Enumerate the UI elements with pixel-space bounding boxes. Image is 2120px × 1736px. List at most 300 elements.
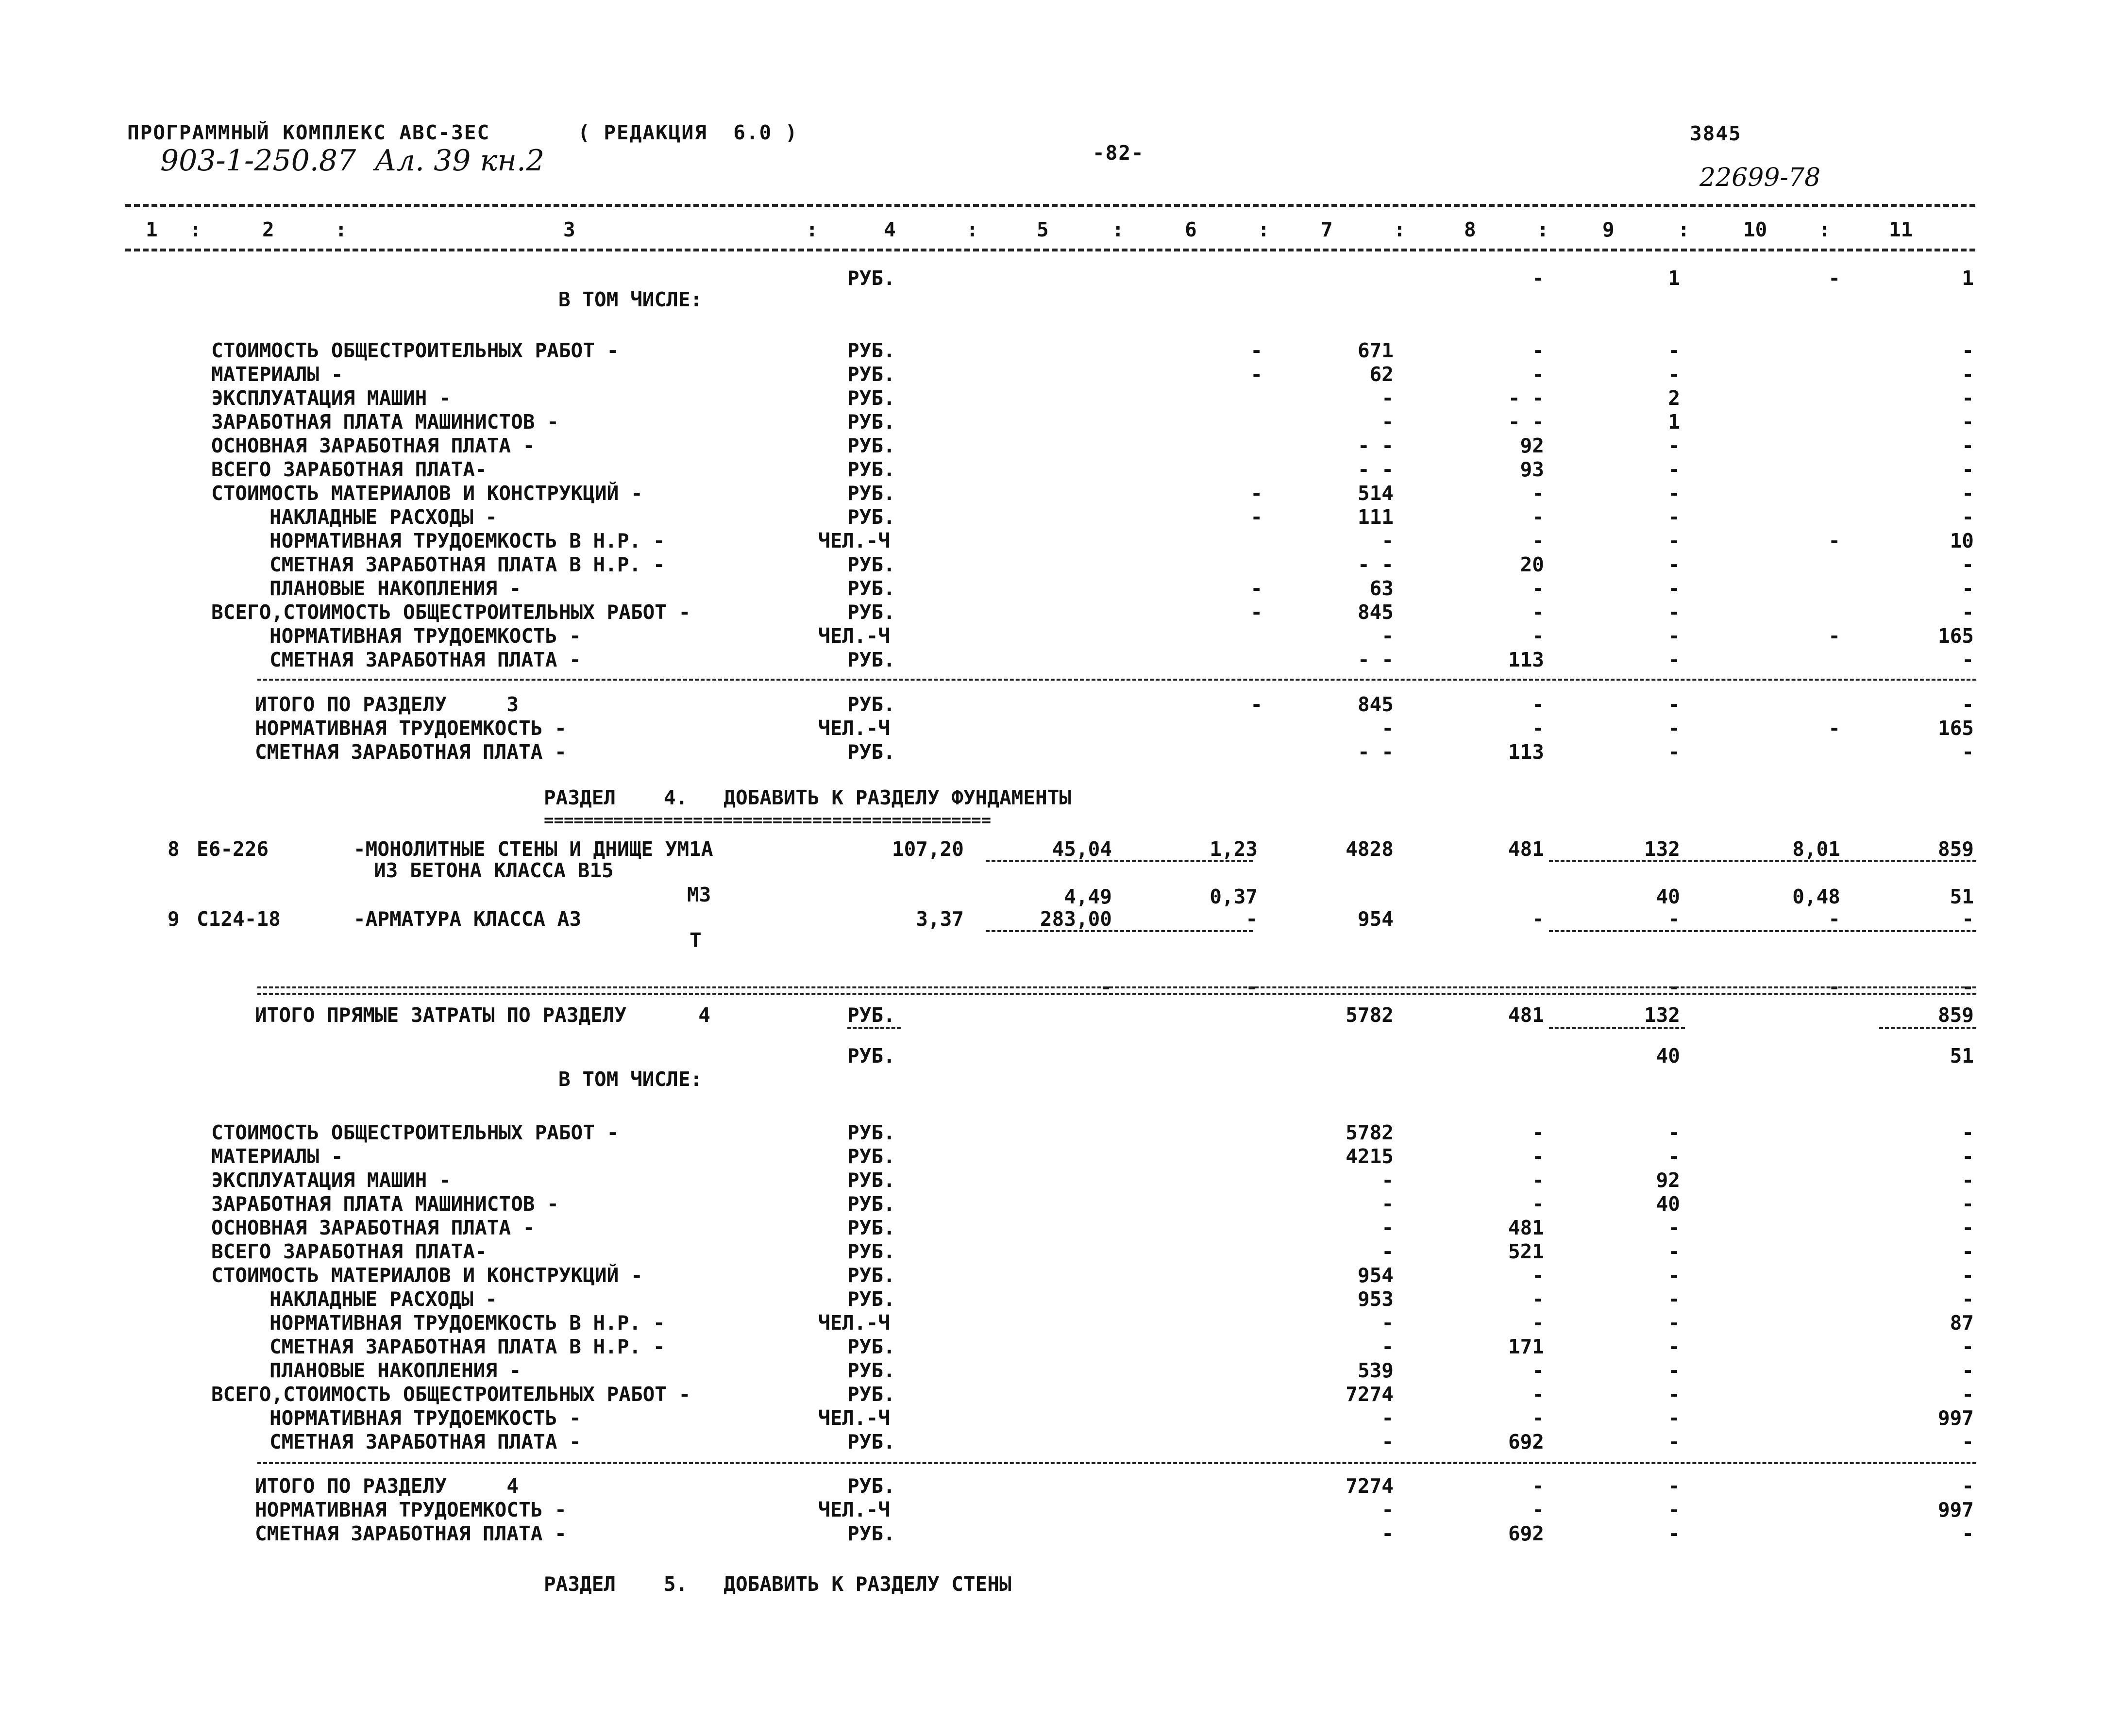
col11-value: - — [1962, 1145, 1974, 1168]
col10-value: - — [1828, 624, 1840, 648]
row-label: ЗАРАБОТНАЯ ПЛАТА МАШИНИСТОВ - — [211, 410, 559, 434]
row-label: ОСНОВНАЯ ЗАРАБОТНАЯ ПЛАТА - — [211, 434, 535, 457]
col11-value: 997 — [1937, 1406, 1974, 1430]
col11-value: - — [1962, 386, 1974, 410]
col7-value: 954 — [1357, 1264, 1394, 1287]
col9-value: - — [1668, 1311, 1680, 1335]
col7-value: 5782 — [1346, 1121, 1394, 1144]
col7-value: - — [1381, 386, 1394, 410]
row-label: ВСЕГО ЗАРАБОТНАЯ ПЛАТА- — [211, 1240, 487, 1263]
col9-value: - — [1668, 1406, 1680, 1430]
col9-value: - — [1668, 577, 1680, 600]
direct-costs-label: ИТОГО ПРЯМЫЕ ЗАТРАТЫ ПО РАЗДЕЛУ 4 — [255, 1003, 710, 1027]
col8-value: - — [1532, 1406, 1544, 1430]
col11-value: - — [1962, 740, 1974, 764]
col6-value: - — [1250, 505, 1262, 529]
col7-value: - — [1381, 1522, 1394, 1545]
row-unit: РУБ. — [847, 434, 895, 457]
col7-value: 514 — [1357, 482, 1394, 505]
col7-value: 4828 — [1346, 837, 1394, 861]
col9-value: - — [1668, 1216, 1680, 1239]
row-unit: ЧЕЛ.-Ч — [818, 717, 891, 740]
col11-value: - — [1962, 410, 1974, 434]
col4-value: 107,20 — [892, 837, 964, 861]
col9-value: - — [1668, 1430, 1680, 1453]
col11-value: 997 — [1937, 1498, 1974, 1521]
page-number: -82- — [1093, 141, 1144, 165]
item-name: -АРМАТУРА КЛАССА А3 — [353, 907, 581, 931]
handwritten-project-number: 903-1-250.87 Ал. 39 кн.2 — [160, 144, 545, 178]
item-name-continued: ИЗ БЕТОНА КЛАССА В15 — [374, 859, 614, 882]
row-label: ЭКСПЛУАТАЦИЯ МАШИН - — [211, 386, 451, 410]
row-label: ИТОГО ПО РАЗДЕЛУ 4 — [255, 1474, 519, 1498]
row-label: ВСЕГО ЗАРАБОТНАЯ ПЛАТА- — [211, 458, 487, 481]
row-label: СМЕТНАЯ ЗАРАБОТНАЯ ПЛАТА - — [255, 740, 567, 764]
col7-value: - - — [1357, 648, 1394, 671]
column-header-16: 9 — [1602, 218, 1615, 241]
col11-value: - — [1962, 434, 1974, 457]
col9-value: 132 — [1644, 837, 1680, 861]
col8-value: - — [1532, 482, 1544, 505]
row-label: ОСНОВНАЯ ЗАРАБОТНАЯ ПЛАТА - — [211, 1216, 535, 1239]
row-unit: РУБ. — [847, 1216, 895, 1239]
dashed-rule — [1549, 1027, 1685, 1029]
col7-value: 111 — [1357, 505, 1394, 529]
item-unit: Т — [690, 929, 702, 952]
dashed-rule — [1549, 860, 1976, 862]
col9-value: 1 — [1668, 267, 1680, 290]
col11-value: 859 — [1937, 837, 1974, 861]
column-header-20: 11 — [1889, 218, 1913, 241]
row-label: СТОИМОСТЬ МАТЕРИАЛОВ И КОНСТРУКЦИЙ - — [211, 1264, 643, 1287]
row-label: ПЛАНОВЫЕ НАКОПЛЕНИЯ - — [269, 1359, 522, 1382]
col11-value: - — [1962, 339, 1974, 362]
column-header-11: : — [1258, 218, 1270, 241]
col8-value: 113 — [1508, 648, 1544, 671]
col8-value: 113 — [1508, 740, 1544, 764]
col11-value: - — [1962, 553, 1974, 576]
vtom-label: В ТОМ ЧИСЛЕ: — [558, 288, 703, 311]
col11-value: 10 — [1950, 529, 1974, 552]
row-unit: РУБ. — [847, 1383, 895, 1406]
col6-value: - — [1250, 482, 1262, 505]
col7-value: 5782 — [1346, 1003, 1394, 1027]
row-unit: РУБ. — [847, 693, 895, 716]
dashed-rule — [847, 1027, 901, 1029]
column-header-0: 1 — [146, 218, 158, 241]
col8-value: - — [1532, 624, 1544, 648]
item-code: Е6-226 — [197, 837, 269, 861]
column-header-4: 3 — [563, 218, 575, 241]
col8-value: - — [1532, 717, 1544, 740]
col9-value: - — [1668, 553, 1680, 576]
col11-secondary: 51 — [1950, 1044, 1974, 1068]
column-header-18: 10 — [1743, 218, 1767, 241]
col11-value: - — [1962, 1264, 1974, 1287]
vtom-label: В ТОМ ЧИСЛЕ: — [558, 1068, 703, 1091]
column-header-2: 2 — [262, 218, 274, 241]
col8-value: 20 — [1520, 553, 1544, 576]
col11-value: - — [1962, 1216, 1974, 1239]
col9-value: 40 — [1656, 1192, 1680, 1216]
row-label: ВСЕГО,СТОИМОСТЬ ОБЩЕСТРОИТЕЛЬНЫХ РАБОТ - — [211, 601, 691, 624]
col8-value: 521 — [1508, 1240, 1544, 1263]
column-header-13: : — [1394, 218, 1406, 241]
dashed-rule — [986, 930, 1253, 932]
row-unit: РУБ. — [847, 1287, 895, 1311]
row-label: СМЕТНАЯ ЗАРАБОТНАЯ ПЛАТА В Н.Р. - — [269, 553, 665, 576]
row-label: ПЛАНОВЫЕ НАКОПЛЕНИЯ - — [269, 577, 522, 600]
col9-value: 132 — [1644, 1003, 1680, 1027]
row-unit: РУБ. — [847, 1264, 895, 1287]
col9-value: - — [1668, 740, 1680, 764]
col7-value: 7274 — [1346, 1383, 1394, 1406]
col11-value: - — [1962, 1335, 1974, 1358]
row-unit: РУБ. — [847, 577, 895, 600]
col8-value: - — [1532, 1383, 1544, 1406]
col7-value: 845 — [1357, 693, 1394, 716]
col9-value: - — [1668, 693, 1680, 716]
dashed-rule — [257, 1462, 1976, 1464]
row-label: НОРМАТИВНАЯ ТРУДОЕМКОСТЬ - — [255, 1498, 567, 1521]
column-header-17: : — [1678, 218, 1690, 241]
col6-secondary: 0,37 — [1210, 885, 1258, 908]
row-label: ИТОГО ПО РАЗДЕЛУ 3 — [255, 693, 519, 716]
row-unit: РУБ. — [847, 458, 895, 481]
col9-value: 92 — [1656, 1168, 1680, 1192]
item-code: С124-18 — [197, 907, 281, 931]
col11-value: - — [1962, 1287, 1974, 1311]
row-label: ЗАРАБОТНАЯ ПЛАТА МАШИНИСТОВ - — [211, 1192, 559, 1216]
col9-value: - — [1668, 1474, 1680, 1498]
col8-value: - — [1532, 1264, 1544, 1287]
row-unit: РУБ. — [847, 1359, 895, 1382]
row-unit: ЧЕЛ.-Ч — [818, 1498, 891, 1521]
col8-value: - — [1532, 577, 1544, 600]
col10-value: 8,01 — [1792, 837, 1840, 861]
col8-value: - — [1532, 339, 1544, 362]
col7-value: 539 — [1357, 1359, 1394, 1382]
section-4-title: РАЗДЕЛ 4. ДОБАВИТЬ К РАЗДЕЛУ ФУНДАМЕНТЫ — [544, 786, 1072, 809]
row-label: СМЕТНАЯ ЗАРАБОТНАЯ ПЛАТА - — [255, 1522, 567, 1545]
row-unit: РУБ. — [847, 1430, 895, 1453]
col9-value: - — [1668, 648, 1680, 671]
row-unit: РУБ. — [847, 482, 895, 505]
row-unit: РУБ. — [847, 1474, 895, 1498]
col9-value: - — [1668, 1522, 1680, 1545]
col11-value: - — [1962, 648, 1974, 671]
column-header-8: 5 — [1037, 218, 1049, 241]
col7-value: - — [1381, 1168, 1394, 1192]
col9-value: - — [1668, 482, 1680, 505]
col10-value: - — [1828, 717, 1840, 740]
row-label: ЭКСПЛУАТАЦИЯ МАШИН - — [211, 1168, 451, 1192]
col11-value: - — [1962, 1168, 1974, 1192]
col8-value: 171 — [1508, 1335, 1544, 1358]
col9-secondary: 40 — [1656, 885, 1680, 908]
dashed-rule — [257, 986, 1976, 988]
col10-secondary: - — [1828, 975, 1840, 999]
col4-value: 3,37 — [916, 907, 964, 931]
col8-value: 692 — [1508, 1522, 1544, 1545]
row-unit: РУБ. — [847, 386, 895, 410]
col11-value: - — [1962, 505, 1974, 529]
column-header-5: : — [806, 218, 818, 241]
col8-value: - — [1532, 1474, 1544, 1498]
col11-value: 87 — [1950, 1311, 1974, 1335]
col9-value: - — [1668, 339, 1680, 362]
col6-value: - — [1250, 693, 1262, 716]
row-unit: РУБ. — [847, 1192, 895, 1216]
row-label: НОРМАТИВНАЯ ТРУДОЕМКОСТЬ - — [269, 1406, 581, 1430]
col8-value: - — [1532, 693, 1544, 716]
row-label: СМЕТНАЯ ЗАРАБОТНАЯ ПЛАТА - — [269, 1430, 581, 1453]
col9-value: - — [1668, 505, 1680, 529]
col11-value: - — [1962, 577, 1974, 600]
col8-value: - — [1532, 1192, 1544, 1216]
dashed-rule — [1879, 1027, 1976, 1029]
row-unit: РУБ. — [847, 1168, 895, 1192]
column-header-10: 6 — [1185, 218, 1197, 241]
col9-value: - — [1668, 1335, 1680, 1358]
col6-secondary: - — [1245, 975, 1258, 999]
col8-value: 93 — [1520, 458, 1544, 481]
row-label: НОРМАТИВНАЯ ТРУДОЕМКОСТЬ - — [255, 717, 567, 740]
col8-value: - — [1532, 267, 1544, 290]
dashed-rule — [257, 679, 1976, 681]
col11-value: 1 — [1962, 267, 1974, 290]
col11-secondary: 51 — [1950, 885, 1974, 908]
col7-value: - — [1381, 529, 1394, 552]
row-unit: РУБ. — [847, 648, 895, 671]
col8-value: - — [1532, 1121, 1544, 1144]
col7-value: - — [1381, 717, 1394, 740]
col6-value: - — [1245, 907, 1258, 931]
col9-value: - — [1668, 601, 1680, 624]
col8-value: - — [1532, 1359, 1544, 1382]
row-unit: РУБ. — [847, 601, 895, 624]
col8-value: 481 — [1508, 1216, 1544, 1239]
col11-value: - — [1962, 1240, 1974, 1263]
item-number: 8 — [168, 837, 180, 861]
col6-value: - — [1250, 577, 1262, 600]
col10-value: - — [1828, 529, 1840, 552]
col9-value: - — [1668, 1359, 1680, 1382]
col11-value: - — [1962, 1474, 1974, 1498]
row-unit: ЧЕЛ.-Ч — [818, 1406, 891, 1430]
col7-value: - — [1381, 1311, 1394, 1335]
unit: РУБ. — [847, 267, 895, 290]
row-unit: РУБ. — [847, 1003, 895, 1027]
col9-value: - — [1668, 1498, 1680, 1521]
col9-value: - — [1668, 434, 1680, 457]
col11-secondary: - — [1962, 975, 1974, 999]
col8-value: - - — [1508, 410, 1544, 434]
col11-value: - — [1962, 1383, 1974, 1406]
col9-value: - — [1668, 1264, 1680, 1287]
row-unit: ЧЕЛ.-Ч — [818, 624, 891, 648]
row-unit: РУБ. — [847, 363, 895, 386]
col8-value: - — [1532, 363, 1544, 386]
item-unit: М3 — [687, 883, 711, 906]
row-label: ВСЕГО,СТОИМОСТЬ ОБЩЕСТРОИТЕЛЬНЫХ РАБОТ - — [211, 1383, 691, 1406]
col8-value: 692 — [1508, 1430, 1544, 1453]
col8-value: - — [1532, 907, 1544, 931]
col7-value: - — [1381, 410, 1394, 434]
row-unit: РУБ. — [847, 339, 895, 362]
col9-value: - — [1668, 907, 1680, 931]
row-unit: РУБ. — [847, 1044, 895, 1068]
col7-value: 953 — [1357, 1287, 1394, 1311]
section-4-underline: ============================================= — [544, 811, 992, 830]
row-unit: РУБ. — [847, 1145, 895, 1168]
col9-value: - — [1668, 1287, 1680, 1311]
col7-value: - — [1381, 1498, 1394, 1521]
col7-value: 63 — [1369, 577, 1394, 600]
col7-value: - - — [1357, 434, 1394, 457]
col11-value: - — [1962, 1359, 1974, 1382]
col9-value: - — [1668, 1383, 1680, 1406]
col5-secondary: - — [1100, 975, 1112, 999]
col11-value: - — [1962, 482, 1974, 505]
row-label: СМЕТНАЯ ЗАРАБОТНАЯ ПЛАТА В Н.Р. - — [269, 1335, 665, 1358]
col7-value: 954 — [1357, 907, 1394, 931]
column-header-14: 8 — [1464, 218, 1476, 241]
col7-value: - — [1381, 624, 1394, 648]
col7-value: 671 — [1357, 339, 1394, 362]
col11-value: - — [1962, 363, 1974, 386]
col7-value: - - — [1357, 458, 1394, 481]
dashed-rule — [1549, 930, 1976, 932]
row-label: НОРМАТИВНАЯ ТРУДОЕМКОСТЬ В Н.Р. - — [269, 1311, 665, 1335]
col6-value: 1,23 — [1210, 837, 1258, 861]
col11-value: - — [1962, 1192, 1974, 1216]
col8-value: 481 — [1508, 1003, 1544, 1027]
col9-value: 2 — [1668, 386, 1680, 410]
column-header-3: : — [335, 218, 347, 241]
col7-value: - — [1381, 1216, 1394, 1239]
col9-secondary: 40 — [1656, 1044, 1680, 1068]
col11-value: - — [1962, 1121, 1974, 1144]
col10-value: - — [1828, 267, 1840, 290]
col7-value: - — [1381, 1335, 1394, 1358]
col11-value: 165 — [1937, 624, 1974, 648]
col7-value: - — [1381, 1240, 1394, 1263]
column-header-19: : — [1818, 218, 1831, 241]
col8-value: - — [1532, 601, 1544, 624]
row-label: МАТЕРИАЛЫ - — [211, 363, 343, 386]
col10-secondary: 0,48 — [1792, 885, 1840, 908]
program-name: ПРОГРАММНЫЙ КОМПЛЕКС АВС-3ЕС — [127, 121, 490, 144]
col8-value: - — [1532, 1145, 1544, 1168]
col7-value: - — [1381, 1192, 1394, 1216]
col6-value: - — [1250, 601, 1262, 624]
col8-value: - — [1532, 1498, 1544, 1521]
col9-value: - — [1668, 624, 1680, 648]
col7-value: - - — [1357, 740, 1394, 764]
col9-value: - — [1668, 1240, 1680, 1263]
row-label: МАТЕРИАЛЫ - — [211, 1145, 343, 1168]
col9-value: - — [1668, 529, 1680, 552]
col7-value: - — [1381, 1406, 1394, 1430]
col11-value: - — [1962, 1430, 1974, 1453]
col5-value: 283,00 — [1040, 907, 1112, 931]
col8-value: - — [1532, 529, 1544, 552]
program-edition: ( РЕДАКЦИЯ 6.0 ) — [578, 121, 798, 144]
col10-value: - — [1828, 907, 1840, 931]
row-unit: РУБ. — [847, 1335, 895, 1358]
row-label: СТОИМОСТЬ ОБЩЕСТРОИТЕЛЬНЫХ РАБОТ - — [211, 1121, 619, 1144]
col8-value: - — [1532, 505, 1544, 529]
col11-value: - — [1962, 693, 1974, 716]
col11-value: - — [1962, 458, 1974, 481]
column-header-7: : — [966, 218, 978, 241]
col8-value: - — [1532, 1287, 1544, 1311]
row-unit: РУБ. — [847, 410, 895, 434]
col9-value: - — [1668, 1145, 1680, 1168]
col8-value: - — [1532, 1311, 1544, 1335]
col9-value: - — [1668, 363, 1680, 386]
col7-value: 62 — [1369, 363, 1394, 386]
col9-value: 1 — [1668, 410, 1680, 434]
row-label: НАКЛАДНЫЕ РАСХОДЫ - — [269, 1287, 497, 1311]
col11-value: - — [1962, 601, 1974, 624]
col7-value: - - — [1357, 553, 1394, 576]
col7-value: - — [1381, 1430, 1394, 1453]
col9-secondary: - — [1668, 975, 1680, 999]
section-5-title: РАЗДЕЛ 5. ДОБАВИТЬ К РАЗДЕЛУ СТЕНЫ — [544, 1572, 1011, 1596]
row-label: СТОИМОСТЬ ОБЩЕСТРОИТЕЛЬНЫХ РАБОТ - — [211, 339, 619, 362]
col9-value: - — [1668, 1121, 1680, 1144]
col11-value: - — [1962, 907, 1974, 931]
col8-value: 92 — [1520, 434, 1544, 457]
col6-value: - — [1250, 363, 1262, 386]
item-number: 9 — [168, 907, 180, 931]
document-code: 3845 — [1690, 122, 1742, 145]
row-label: НОРМАТИВНАЯ ТРУДОЕМКОСТЬ В Н.Р. - — [269, 529, 665, 552]
column-header-12: 7 — [1321, 218, 1333, 241]
col8-value: 481 — [1508, 837, 1544, 861]
col11-value: 165 — [1937, 717, 1974, 740]
column-header-6: 4 — [884, 218, 896, 241]
col8-value: - — [1532, 1168, 1544, 1192]
col7-value: 7274 — [1346, 1474, 1394, 1498]
row-unit: ЧЕЛ.-Ч — [818, 529, 891, 552]
col11-value: - — [1962, 1522, 1974, 1545]
row-unit: РУБ. — [847, 505, 895, 529]
row-label: НОРМАТИВНАЯ ТРУДОЕМКОСТЬ - — [269, 624, 581, 648]
column-header-1: : — [189, 218, 202, 241]
handwritten-sheet-number: 22699-78 — [1699, 163, 1821, 192]
col9-value: - — [1668, 717, 1680, 740]
col7-value: 4215 — [1346, 1145, 1394, 1168]
col6-value: - — [1250, 339, 1262, 362]
col5-secondary: 4,49 — [1064, 885, 1112, 908]
col5-value: 45,04 — [1052, 837, 1112, 861]
row-label: НАКЛАДНЫЕ РАСХОДЫ - — [269, 505, 497, 529]
row-unit: ЧЕЛ.-Ч — [818, 1311, 891, 1335]
row-unit: РУБ. — [847, 740, 895, 764]
row-label: СТОИМОСТЬ МАТЕРИАЛОВ И КОНСТРУКЦИЙ - — [211, 482, 643, 505]
row-label: СМЕТНАЯ ЗАРАБОТНАЯ ПЛАТА - — [269, 648, 581, 671]
row-unit: РУБ. — [847, 553, 895, 576]
col8-value: - - — [1508, 386, 1544, 410]
col9-value: - — [1668, 458, 1680, 481]
col7-value: 845 — [1357, 601, 1394, 624]
row-unit: РУБ. — [847, 1522, 895, 1545]
col11-value: 859 — [1937, 1003, 1974, 1027]
row-unit: РУБ. — [847, 1240, 895, 1263]
